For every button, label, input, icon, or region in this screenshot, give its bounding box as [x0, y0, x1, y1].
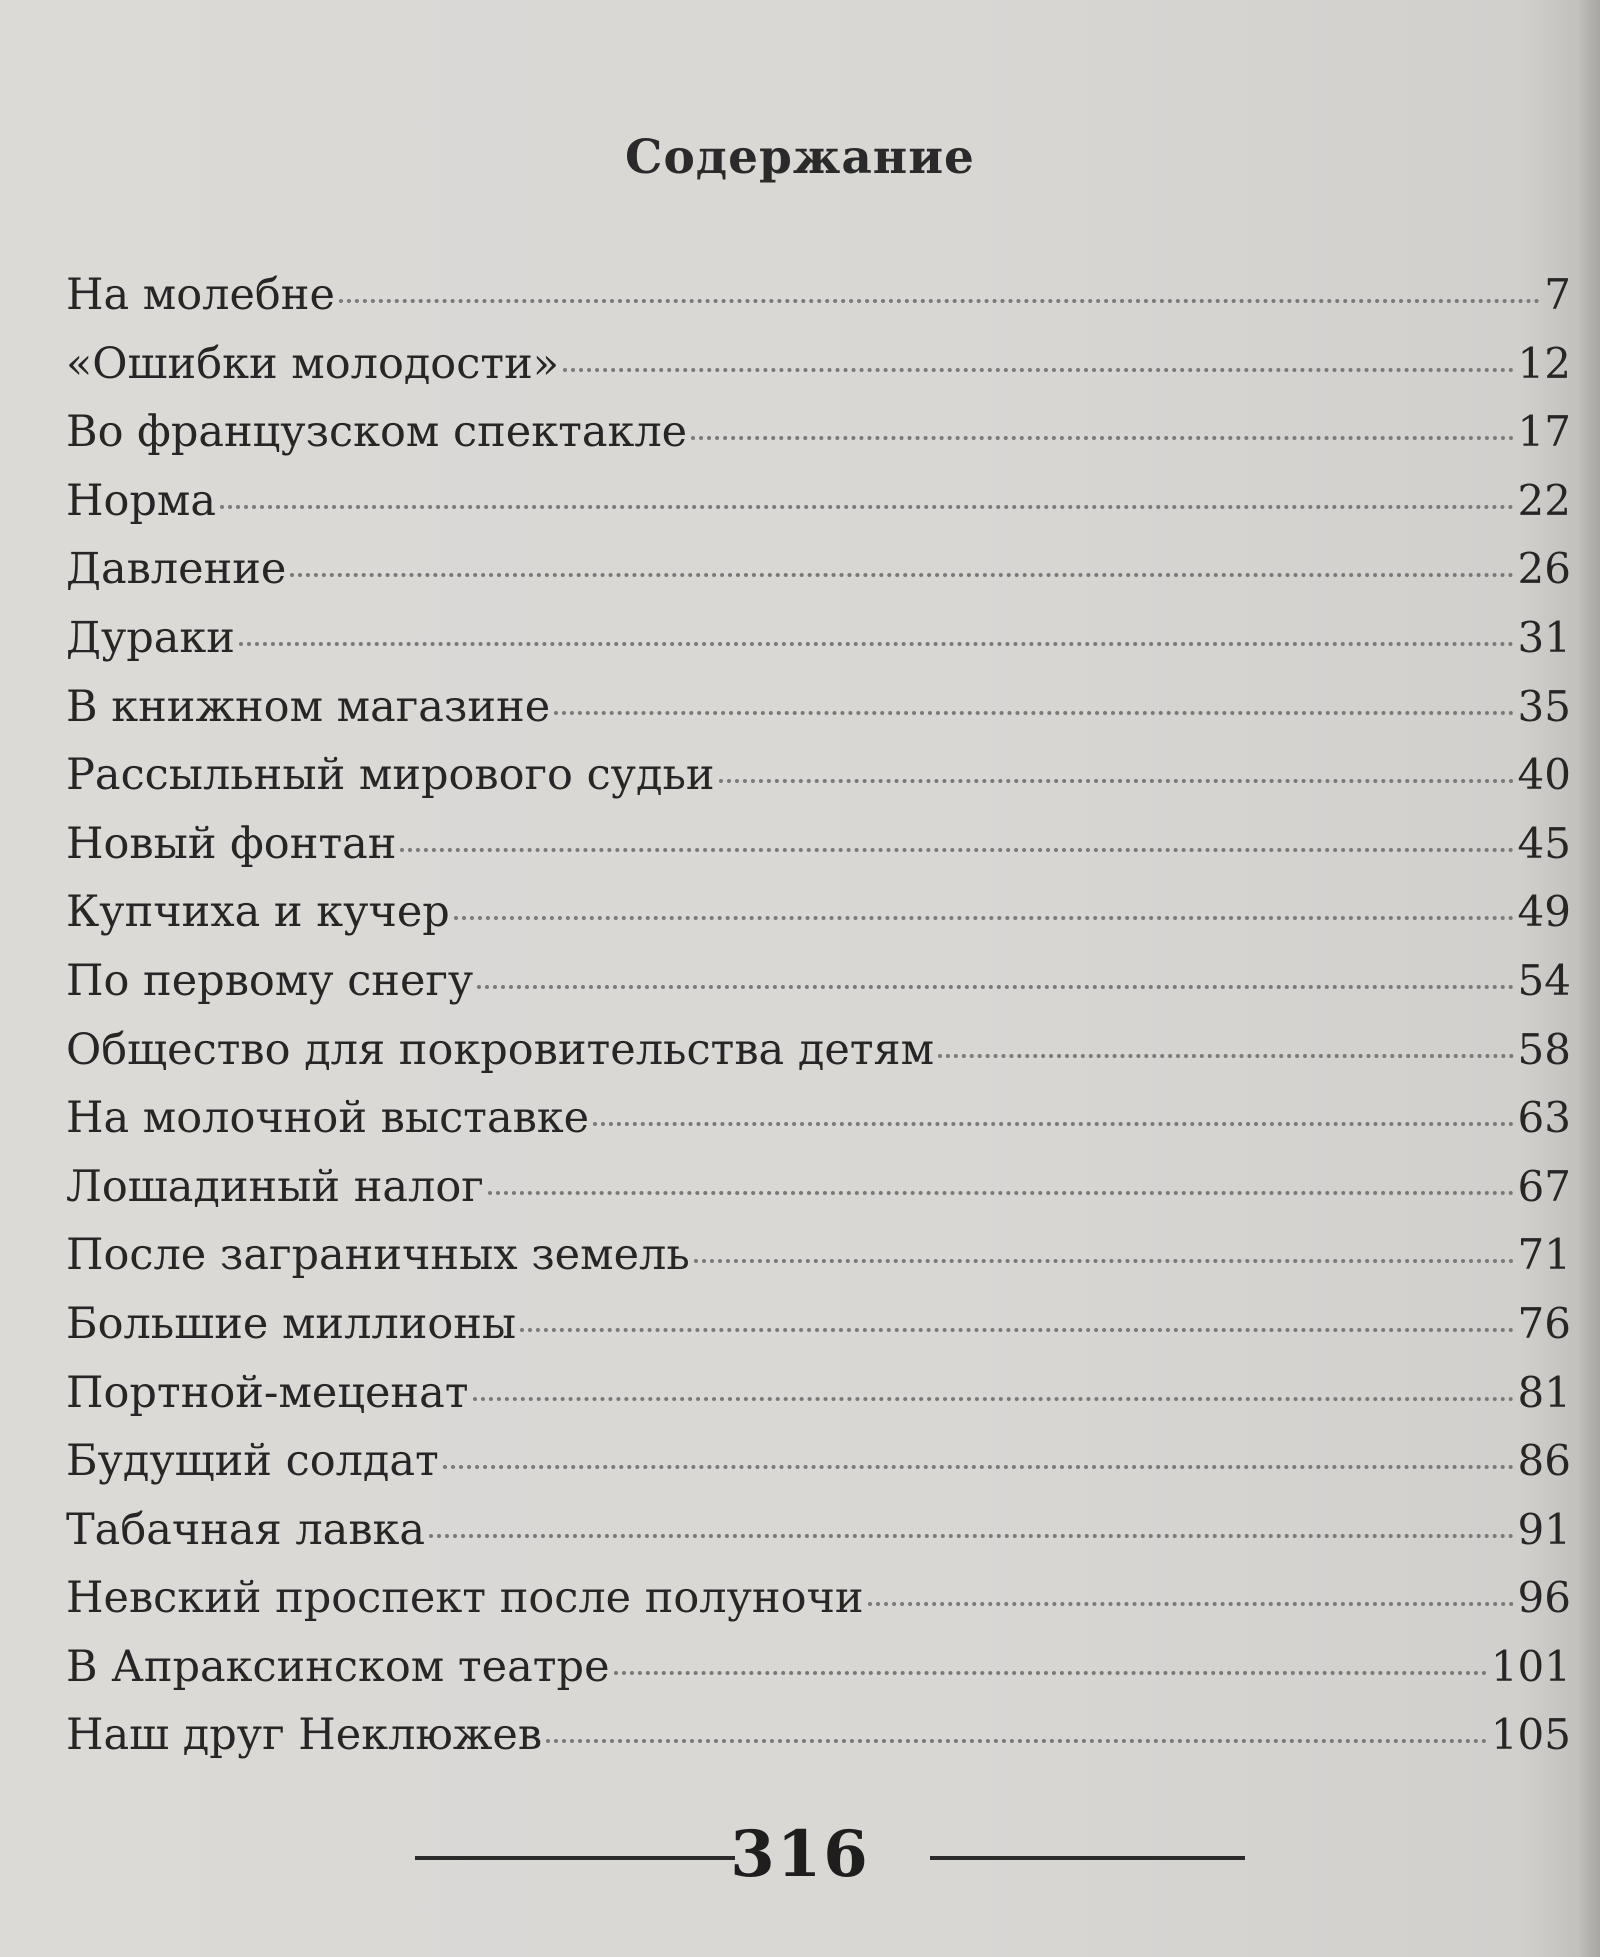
toc-entry [66, 613, 1571, 682]
toc-entry-title: На молебне [66, 270, 335, 320]
toc-title: Содержание [625, 130, 975, 185]
toc-entry [66, 544, 1571, 613]
toc-dot-leader [400, 848, 1513, 852]
toc-entry-title: Будущий солдат [66, 1436, 439, 1487]
toc-entry [66, 1505, 1571, 1574]
toc-dot-leader [520, 1328, 1513, 1332]
toc-entry-page: 63 [1517, 1093, 1571, 1143]
toc-entry-title: Купчиха и кучер [66, 887, 450, 938]
toc-entry-page: 40 [1517, 750, 1571, 800]
toc-dot-leader [429, 1534, 1514, 1538]
toc-entry-page: 17 [1517, 407, 1571, 457]
toc-entry-title: Рассыльный мирового судьи [66, 750, 715, 801]
toc-entry-title: На молочной выставке [66, 1093, 590, 1144]
toc-list [66, 270, 1571, 1779]
toc-entry [66, 750, 1571, 819]
toc-entry-page: 86 [1517, 1436, 1571, 1486]
toc-entry-title: Новый фонтан [66, 818, 397, 869]
toc-dot-leader [554, 711, 1513, 715]
toc-entry-title: Невский проспект после полуночи [66, 1573, 864, 1624]
toc-entry [66, 1642, 1571, 1711]
toc-dot-leader [694, 1259, 1514, 1263]
toc-entry [66, 1710, 1571, 1779]
toc-entry-title: Большие миллионы [66, 1298, 517, 1349]
toc-entry [66, 1025, 1571, 1094]
toc-entry-page: 26 [1517, 544, 1571, 594]
toc-entry [66, 956, 1571, 1025]
toc-entry [66, 819, 1571, 888]
toc-entry-page: 49 [1517, 887, 1571, 937]
toc-entry-page: 7 [1544, 270, 1571, 319]
toc-dot-leader [454, 916, 1514, 920]
toc-entry-page: 31 [1517, 612, 1571, 662]
toc-entry-page: 76 [1517, 1298, 1571, 1348]
toc-entry-title: Норма [66, 475, 216, 526]
toc-entry-title: Общество для покровительства детям [66, 1024, 935, 1075]
page-folio [0, 1817, 1600, 1892]
toc-entry-page: 67 [1517, 1161, 1571, 1211]
toc-dot-leader [488, 1191, 1514, 1195]
folio-rule-right [930, 1856, 1245, 1860]
toc-entry-page: 105 [1490, 1710, 1571, 1760]
toc-dot-leader [443, 1465, 1514, 1469]
toc-entry-title: Во французском спектакле [66, 407, 688, 458]
toc-entry [66, 407, 1571, 476]
toc-dot-leader [473, 1397, 1514, 1401]
toc-entry-page: 101 [1490, 1641, 1571, 1691]
toc-entry-title: В Апраксинском театре [66, 1641, 610, 1692]
toc-entry-page: 45 [1517, 818, 1571, 868]
toc-entry-page: 81 [1517, 1367, 1571, 1417]
toc-entry-page: 96 [1517, 1573, 1571, 1623]
toc-dot-leader [691, 436, 1513, 440]
toc-entry-title: Наш друг Неклюжев [66, 1710, 543, 1761]
toc-entry-title: «Ошибки молодости» [66, 338, 560, 389]
toc-entry-page: 35 [1517, 681, 1571, 731]
toc-dot-leader [938, 1054, 1513, 1058]
toc-entry [66, 1573, 1571, 1642]
toc-dot-leader [593, 1122, 1513, 1126]
page-edge-shadow [1578, 0, 1600, 1957]
toc-entry-title: Табачная лавка [66, 1504, 426, 1555]
toc-entry [66, 682, 1571, 751]
toc-entry-page: 71 [1517, 1230, 1571, 1280]
toc-entry-title: В книжном магазине [66, 681, 551, 732]
toc-entry [66, 1368, 1571, 1437]
toc-entry-title: По первому снегу [66, 955, 474, 1006]
toc-entry [66, 887, 1571, 956]
toc-dot-leader [220, 505, 1514, 509]
page-number: 316 [730, 1817, 870, 1892]
toc-entry-title: После заграничных земель [66, 1230, 690, 1281]
toc-dot-leader [239, 642, 1514, 646]
toc-entry-page: 91 [1517, 1504, 1571, 1554]
toc-entry-title: Давление [66, 544, 287, 595]
toc-entry-page: 54 [1517, 955, 1571, 1005]
toc-entry-page: 58 [1517, 1024, 1571, 1074]
toc-dot-leader [290, 573, 1513, 577]
toc-dot-leader [563, 368, 1514, 372]
toc-entry-page: 12 [1517, 338, 1571, 388]
toc-entry [66, 1436, 1571, 1505]
toc-entry [66, 476, 1571, 545]
toc-entry [66, 1230, 1571, 1299]
toc-entry [66, 1162, 1571, 1231]
toc-entry [66, 339, 1571, 408]
toc-dot-leader [614, 1671, 1487, 1675]
toc-dot-leader [477, 985, 1513, 989]
toc-entry-page: 22 [1517, 475, 1571, 525]
toc-dot-leader [868, 1602, 1514, 1606]
toc-entry [66, 1299, 1571, 1368]
toc-dot-leader [546, 1739, 1487, 1743]
toc-entry [66, 270, 1571, 339]
toc-entry-title: Лошадиный налог [66, 1161, 484, 1212]
toc-entry-title: Портной-меценат [66, 1367, 469, 1418]
toc-entry [66, 1093, 1571, 1162]
toc-dot-leader [339, 299, 1540, 303]
toc-dot-leader [719, 779, 1514, 783]
toc-entry-title: Дураки [66, 612, 235, 663]
